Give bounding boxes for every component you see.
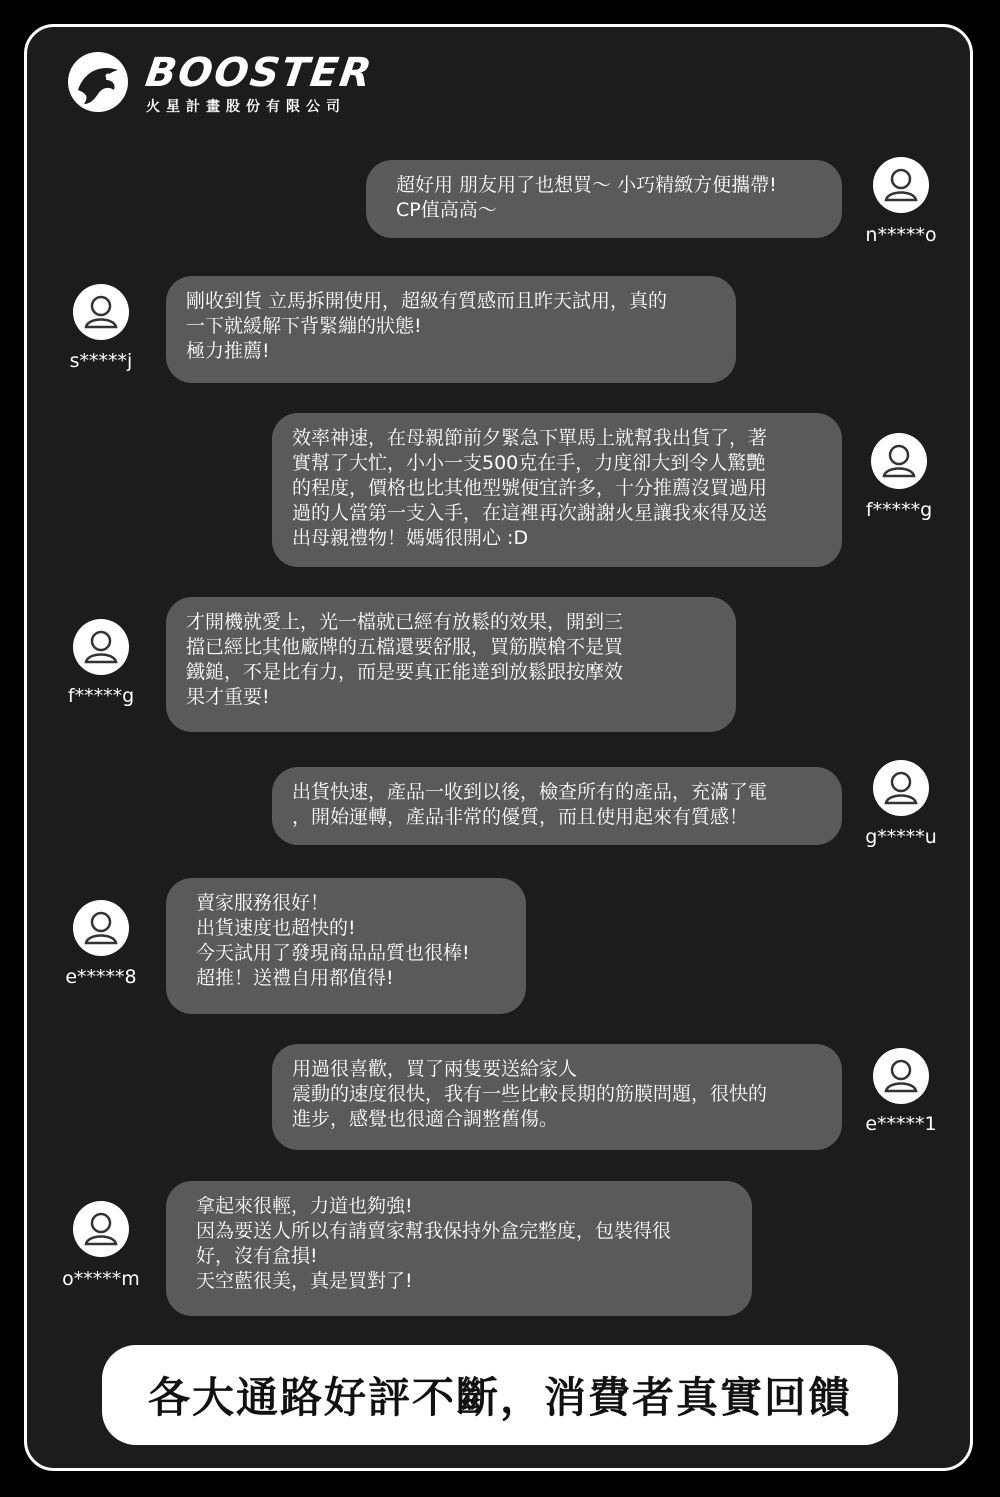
review-line: 今天試用了發現商品品質也很棒! [196, 942, 470, 964]
review-username: e*****1 [865, 1113, 937, 1135]
review-username: s*****j [69, 350, 133, 372]
review-bubble [366, 160, 842, 238]
review-bubble [166, 878, 526, 1014]
review-line: 進步，感覺也很適合調整舊傷。 [292, 1108, 559, 1130]
review-line: 出貨快速，產品一收到以後，檢查所有的產品，充滿了電 [292, 781, 768, 803]
review-line: 拿起來很輕，力道也夠強! [196, 1195, 413, 1217]
review-line: 用過很喜歡，買了兩隻要送給家人 [292, 1058, 578, 1080]
review-username: f*****g [67, 685, 135, 707]
review-line: 剛收到貨 立馬拆開使用，超級有質感而且昨天試用，真的 [186, 290, 668, 312]
brand-logo [66, 50, 396, 120]
user-avatar-icon [73, 619, 129, 675]
review-bubble [272, 767, 842, 845]
review-line: CP值高高～ [396, 199, 497, 221]
review-line: 的程度，價格也比其他型號便宜許多，十分推薦沒買過用 [292, 477, 768, 499]
review-line: 實幫了大忙，小小一支500克在手，力度卻大到令人驚艷 [292, 452, 766, 474]
review-username: e*****8 [65, 966, 137, 988]
review-line: 震動的速度很快，我有一些比較長期的筋膜問題，很快的 [292, 1083, 768, 1105]
tagline-banner: 各大通路好評不斷，消費者真實回饋 [102, 1345, 898, 1445]
review-line: 一下就緩解下背緊繃的狀態! [186, 315, 422, 337]
review-bubble [166, 597, 736, 732]
review-line: 鐵鎚，不是比有力，而是要真正能達到放鬆跟按摩效 [186, 661, 624, 683]
review-line: 超推！送禮自用都值得! [196, 967, 394, 989]
review-line: ，開始運轉，產品非常的優質，而且使用起來有質感！ [292, 806, 749, 828]
review-line: 過的人當第一支入手，在這裡再次謝謝火星讓我來得及送 [292, 502, 768, 524]
review-username: n*****o [865, 224, 937, 246]
user-avatar-icon [73, 1201, 129, 1257]
review-username: g*****u [865, 826, 937, 848]
brand-subtitle: 火星計畫股份有限公司 [146, 99, 346, 115]
review-line: 擋已經比其他廠牌的五檔還要舒服，買筋膜槍不是買 [186, 636, 624, 658]
user-avatar-icon [873, 760, 929, 816]
review-bubble [166, 276, 736, 383]
review-line: 因為要送人所以有請賣家幫我保持外盒完整度，包裝得很 [196, 1220, 672, 1242]
review-bubble [166, 1181, 752, 1316]
review-line: 超好用 朋友用了也想買～ 小巧精緻方便攜帶! [396, 174, 777, 196]
review-line: 天空藍很美，真是買對了! [196, 1270, 413, 1292]
eagle-logo-icon [66, 50, 130, 114]
review-line: 好，沒有盒損! [196, 1245, 318, 1267]
review-line: 出母親禮物！媽媽很開心 :D [292, 527, 529, 549]
review-line: 效率神速，在母親節前夕緊急下單馬上就幫我出貨了，著 [292, 427, 768, 449]
review-line: 極力推薦! [186, 340, 270, 362]
review-bubble [272, 413, 842, 567]
user-avatar-icon [873, 157, 929, 213]
brand-name: BOOSTER [142, 50, 376, 96]
review-bubble [272, 1044, 842, 1150]
review-username: f*****g [865, 499, 933, 521]
user-avatar-icon [873, 1048, 929, 1104]
review-line: 出貨速度也超快的! [196, 917, 356, 939]
review-line: 賣家服務很好！ [196, 892, 330, 914]
review-username: o*****m [62, 1268, 140, 1290]
user-avatar-icon [73, 900, 129, 956]
user-avatar-icon [871, 433, 927, 489]
user-avatar-icon [73, 284, 129, 340]
review-line: 才開機就愛上，光一檔就已經有放鬆的效果，開到三 [186, 611, 624, 633]
review-line: 果才重要! [186, 686, 270, 708]
